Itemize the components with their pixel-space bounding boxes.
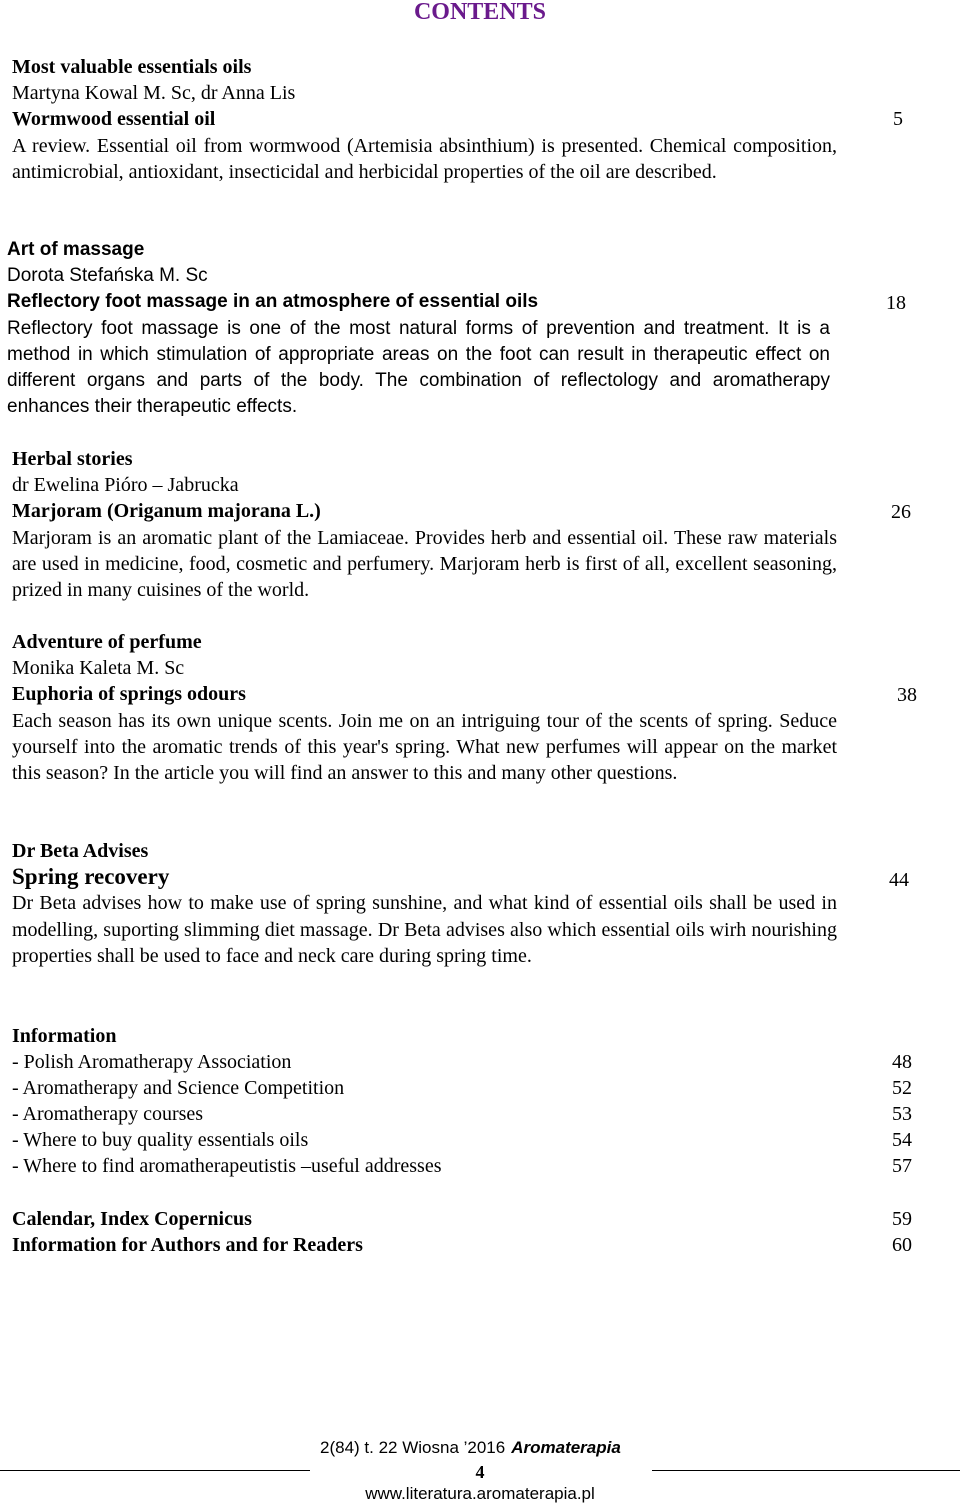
footer-page-number: 4	[475, 1462, 485, 1482]
section-heading: Art of massage	[7, 239, 145, 260]
section-author: Monika Kaleta M. Sc	[12, 657, 185, 680]
toc-section-perfume	[12, 629, 837, 786]
article-description: A review. Essential oil from wormwood (Artemisia absinthium) is presented. Chemical composition, antimicrobial, antioxidant, insecticidal and herbicidal properties of the oil are described.	[12, 134, 837, 183]
toc-section-herbal	[12, 446, 837, 603]
page-number: 60	[892, 1234, 912, 1256]
section-heading: Adventure of perfume	[12, 631, 202, 653]
footer-issue	[320, 1438, 621, 1458]
page-number: 54	[892, 1129, 912, 1151]
page-number: 59	[892, 1208, 912, 1230]
toc-section-dr-beta	[12, 838, 837, 969]
section-author: Dorota Stefańska M. Sc	[7, 265, 208, 287]
section-author: dr Ewelina Pióro – Jabrucka	[12, 474, 239, 497]
info-item-label: - Polish Aromatherapy Association	[12, 1051, 292, 1073]
closing-item	[12, 1206, 912, 1232]
info-item	[12, 1127, 912, 1153]
article-description: Each season has its own unique scents. Join me on an intriguing tour of the scents of spring. Seduce yourself into the aromatic trends of this year's spring. What new perfumes will appear on the market this season? In the article you will find an answer to this and many other questions.	[12, 709, 837, 785]
article-title: Spring recovery	[12, 864, 170, 890]
info-item-label: - Where to buy quality essentials oils	[12, 1129, 309, 1151]
page-number: 57	[892, 1155, 912, 1177]
article-title: Reflectory foot massage in an atmosphere of essential oils	[7, 291, 539, 313]
info-item	[12, 1075, 912, 1101]
closing-item-label: Calendar, Index Copernicus	[12, 1208, 252, 1230]
page-number: 48	[892, 1051, 912, 1073]
page-number: 38	[897, 684, 917, 706]
info-item-label: - Aromatherapy and Science Competition	[12, 1077, 345, 1099]
article-description: Marjoram is an aromatic plant of the Lamiaceae. Provides herb and essential oil. These raw materials are used in medicine, food, cosmetic and perfumery. Marjoram herb is first of all, excellent seasoning, prized in many cuisines of the world.	[12, 526, 837, 602]
info-item	[12, 1049, 912, 1075]
brand-logo: Aromaterapia	[511, 1438, 621, 1457]
toc-section-massage	[7, 237, 832, 420]
article-title: Euphoria of springs odours	[12, 683, 246, 706]
page-number: 44	[889, 869, 909, 891]
section-heading: Most valuable essentials oils	[12, 56, 252, 78]
page-number: 18	[886, 292, 906, 314]
article-title: Wormwood essential oil	[12, 108, 216, 131]
page-number: 53	[892, 1103, 912, 1125]
info-item-label: - Aromatherapy courses	[12, 1103, 204, 1125]
section-author: Martyna Kowal M. Sc, dr Anna Lis	[12, 82, 296, 105]
page-number: 26	[891, 501, 911, 523]
page-number: 52	[892, 1077, 912, 1099]
information-heading: Information	[12, 1025, 117, 1047]
section-heading: Dr Beta Advises	[12, 840, 149, 862]
info-item	[12, 1153, 912, 1179]
info-item-label: - Where to find aromatherapeutistis –useful addresses	[12, 1155, 442, 1177]
article-title: Marjoram (Origanum majorana L.)	[12, 500, 321, 523]
closing-item-label: Information for Authors and for Readers	[12, 1234, 363, 1256]
section-heading: Herbal stories	[12, 448, 133, 470]
info-item	[12, 1101, 912, 1127]
toc-section-essential-oils	[12, 54, 837, 185]
article-description: Reflectory foot massage is one of the most natural forms of prevention and treatment. It is a method in which stimulation of appropriate areas on the foot can result in therapeutic effect on different organs and parts of the body. The combination of reflectology and aromatherapy enhances their therapeutic effects.	[7, 317, 830, 418]
closing-item	[12, 1232, 912, 1258]
page-number: 5	[893, 108, 903, 130]
footer-url: www.literatura.aromaterapia.pl	[365, 1484, 595, 1503]
issue-text: 2(84) t. 22 Wiosna ’2016	[320, 1438, 506, 1457]
page-title: CONTENTS	[413, 0, 547, 25]
article-description: Dr Beta advises how to make use of spring sunshine, and what kind of essential oils shall be used in modelling, suporting slimming diet massage. Dr Beta advises also which essential oils wirh nourishing properties shall be used to face and neck care during spring time.	[12, 892, 837, 967]
